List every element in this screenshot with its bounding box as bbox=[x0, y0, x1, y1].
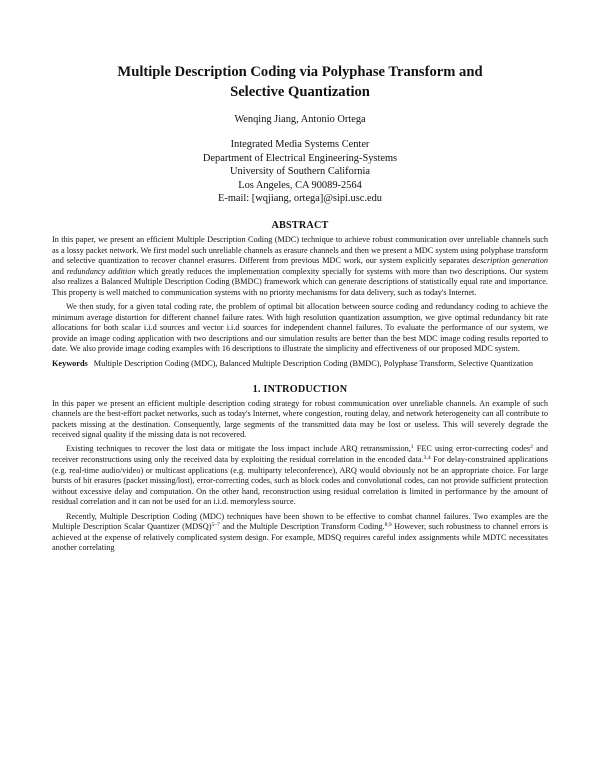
keywords-label: Keywords bbox=[52, 359, 88, 368]
text-run: For delay-constrained applications (e.g. real-time audio/video) or multicast applications (e.g. multiparty teleconference), ARQ would obviously not be an appropriate choice. For large bursts of bit erasures (packet missing/lost), error-correcting codes, such as block codes and convolutional codes, can not provide sufficient protection without excessive delay and computation. On the other hand, reconstruction using residual correlation is limited in performance by the amount of residual correlation and it can not be used for an i.i.d. memoryless source. bbox=[52, 455, 548, 507]
text-run: and bbox=[52, 266, 67, 276]
text-run: Recently, Multiple Description Coding (MDC) techniques have been shown to be effective to combat channel failures. Two examples are the Multiple Description Scalar Quantizer (MDSQ) bbox=[52, 511, 548, 532]
text-run: and the Multiple Description Transform Coding. bbox=[219, 522, 385, 532]
affiliation-line: Los Angeles, CA 90089-2564 bbox=[238, 179, 362, 191]
abstract-paragraph-2: We then study, for a given total coding rate, the problem of optimal bit allocation between source coding and redundancy coding to achieve the minimum average distortion for different channel failure rates. With high resolution quantization assumption, we give optimal redundancy bit rate allocations for both scalar i.i.d sources and vector i.i.d sources for independent channel failures. To evaluate the performance of our system, we provide an image coding application with two descriptions and our simulation results are better than the best MDC image coding results reported to date. We also provide image coding examples with 16 descriptions to illustrate the simplicity and effectiveness of our proposed MDC system. bbox=[52, 302, 548, 354]
citation-ref: 5–7 bbox=[211, 522, 220, 529]
affiliation-block bbox=[52, 138, 548, 206]
intro-paragraph-3 bbox=[52, 512, 548, 554]
author-list: Wenqing Jiang, Antonio Ortega bbox=[234, 114, 366, 125]
text-run: In this paper, we present an efficient Multiple Description Coding (MDC) technique to achieve robust communication over unreliable channels such as a lossy packet network. We first model such unreliable channels as erasure channels and then we present a MDC system using polyphase transform and selective quantization to recover channel erasures. Different from previous MDC work, our system explicitly separates bbox=[52, 234, 548, 266]
title-line-2: Selective Quantization bbox=[230, 84, 370, 100]
keywords-line bbox=[52, 359, 548, 370]
keywords-text: Multiple Description Coding (MDC), Balanced Multiple Description Coding (BMDC), Polyphase Transform, Selective Quantization bbox=[93, 359, 534, 368]
citation-ref: 3,4 bbox=[423, 455, 431, 462]
introduction-heading: 1. INTRODUCTION bbox=[252, 383, 348, 395]
text-run: However, such robustness to channel errors is achieved at the expense of relatively complicated system design. For example, MDSQ requires careful index assignments while MDTC necessitates another correlating bbox=[52, 522, 548, 553]
affiliation-email: E-mail: [wqjiang, ortega]@sipi.usc.edu bbox=[218, 193, 382, 205]
text-run: Existing techniques to recover the lost data or mitigate the loss impact include ARQ retransmission, bbox=[66, 444, 411, 454]
abstract-heading: ABSTRACT bbox=[271, 219, 329, 231]
text-run: and receiver reconstructions using only the received data by exploiting the residual correlation in the encoded data. bbox=[52, 444, 548, 465]
affiliation-line: University of Southern California bbox=[230, 166, 370, 178]
abstract-paragraph-1 bbox=[52, 235, 548, 299]
citation-ref: 1 bbox=[410, 444, 414, 451]
citation-ref: 8,9 bbox=[384, 522, 392, 529]
text-run: which greatly reduces the implementation complexity specially for systems with more than two descriptions. Our system also realizes a Balanced Multiple Description Coding (BMDC) framework which can generate descriptions of statistically equal rate and importance. This property is well matched to communication systems with no priority mechanisms for data delivery, such as today's Internet. bbox=[52, 266, 548, 297]
title-line-1: Multiple Description Coding via Polyphase Transform and bbox=[117, 64, 483, 80]
affiliation-line: Department of Electrical Engineering-Systems bbox=[202, 152, 398, 164]
paper-title bbox=[52, 62, 548, 102]
emphasis-text: redundancy addition bbox=[66, 266, 136, 276]
text-run: FEC using error-correcting codes bbox=[413, 444, 531, 454]
emphasis-text: description generation bbox=[472, 256, 548, 266]
citation-ref: 2 bbox=[530, 444, 533, 451]
intro-paragraph-1: In this paper we present an efficient multiple description coding strategy for robust communication over unreliable channels. An example of such channels are the best-effort packet networks, such as today's Internet, where congestion, routing delay, and network heterogeneity can all contribute to packets missing at the destination. Consequently, large segments of the transmitted data may be lost or useless. This will severely degrade the received signal quality if the missing data is not recovered. bbox=[52, 398, 548, 440]
affiliation-line: Integrated Media Systems Center bbox=[230, 139, 370, 150]
intro-paragraph-2 bbox=[52, 444, 548, 508]
